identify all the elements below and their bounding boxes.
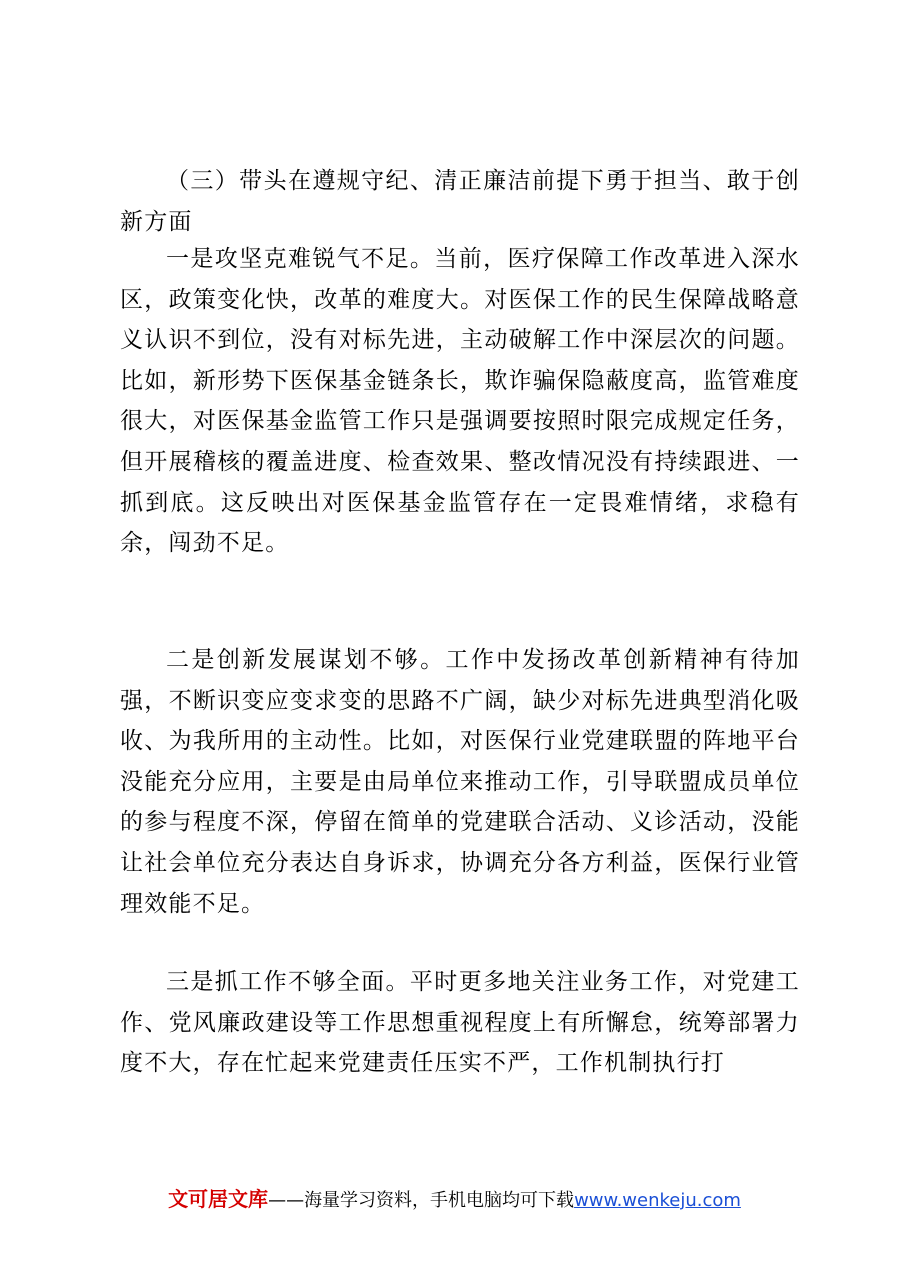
paragraph-3: 三是抓工作不够全面。平时更多地关注业务工作，对党建工作、党风廉政建设等工作思想重视程度上有所懈怠，统筹部署力度不大，存在忙起来党建责任压实不严，工作机制执行打 — [120, 969, 800, 1077]
footer-watermark — [0, 1183, 909, 1212]
footer-brand: 文可居文库 — [168, 1187, 269, 1211]
section-heading: （三）带头在遵规守纪、清正廉洁前提下勇于担当、敢于创新方面 — [120, 168, 800, 235]
footer-link[interactable]: www.wenkeju.com — [574, 1190, 741, 1211]
paragraph-1: 一是攻坚克难锐气不足。当前，医疗保障工作改革进入深水区，政策变化快，改革的难度大。对医保工作的民生保障战略意义认识不到位，没有对标先进，主动破解工作中深层次的问题。比如，新形势下医保基金链条长，欺诈骗保隐蔽度高，监管难度很大，对医保基金监管工作只是强调要按照时限完成规定任务，但开展稽核的覆盖进度、检查效果、整改情况没有持续跟进、一抓到底。这反映出对医保基金监管存在一定畏难情绪，求稳有余，闯劲不足。 — [120, 246, 800, 557]
footer-slogan: ——海量学习资料，手机电脑均可下载 — [268, 1190, 575, 1211]
paragraph-2: 二是创新发展谋划不够。工作中发扬改革创新精神有待加强，不断识变应变求变的思路不广阔，缺少对标先进典型消化吸收、为我所用的主动性。比如，对医保行业党建联盟的阵地平台没能充分应用，主要是由局单位来推动工作，引导联盟成员单位的参与程度不深，停留在简单的党建联合活动、义诊活动，没能让社会单位充分表达自身诉求，协调充分各方利益，医保行业管理效能不足。 — [120, 647, 800, 917]
